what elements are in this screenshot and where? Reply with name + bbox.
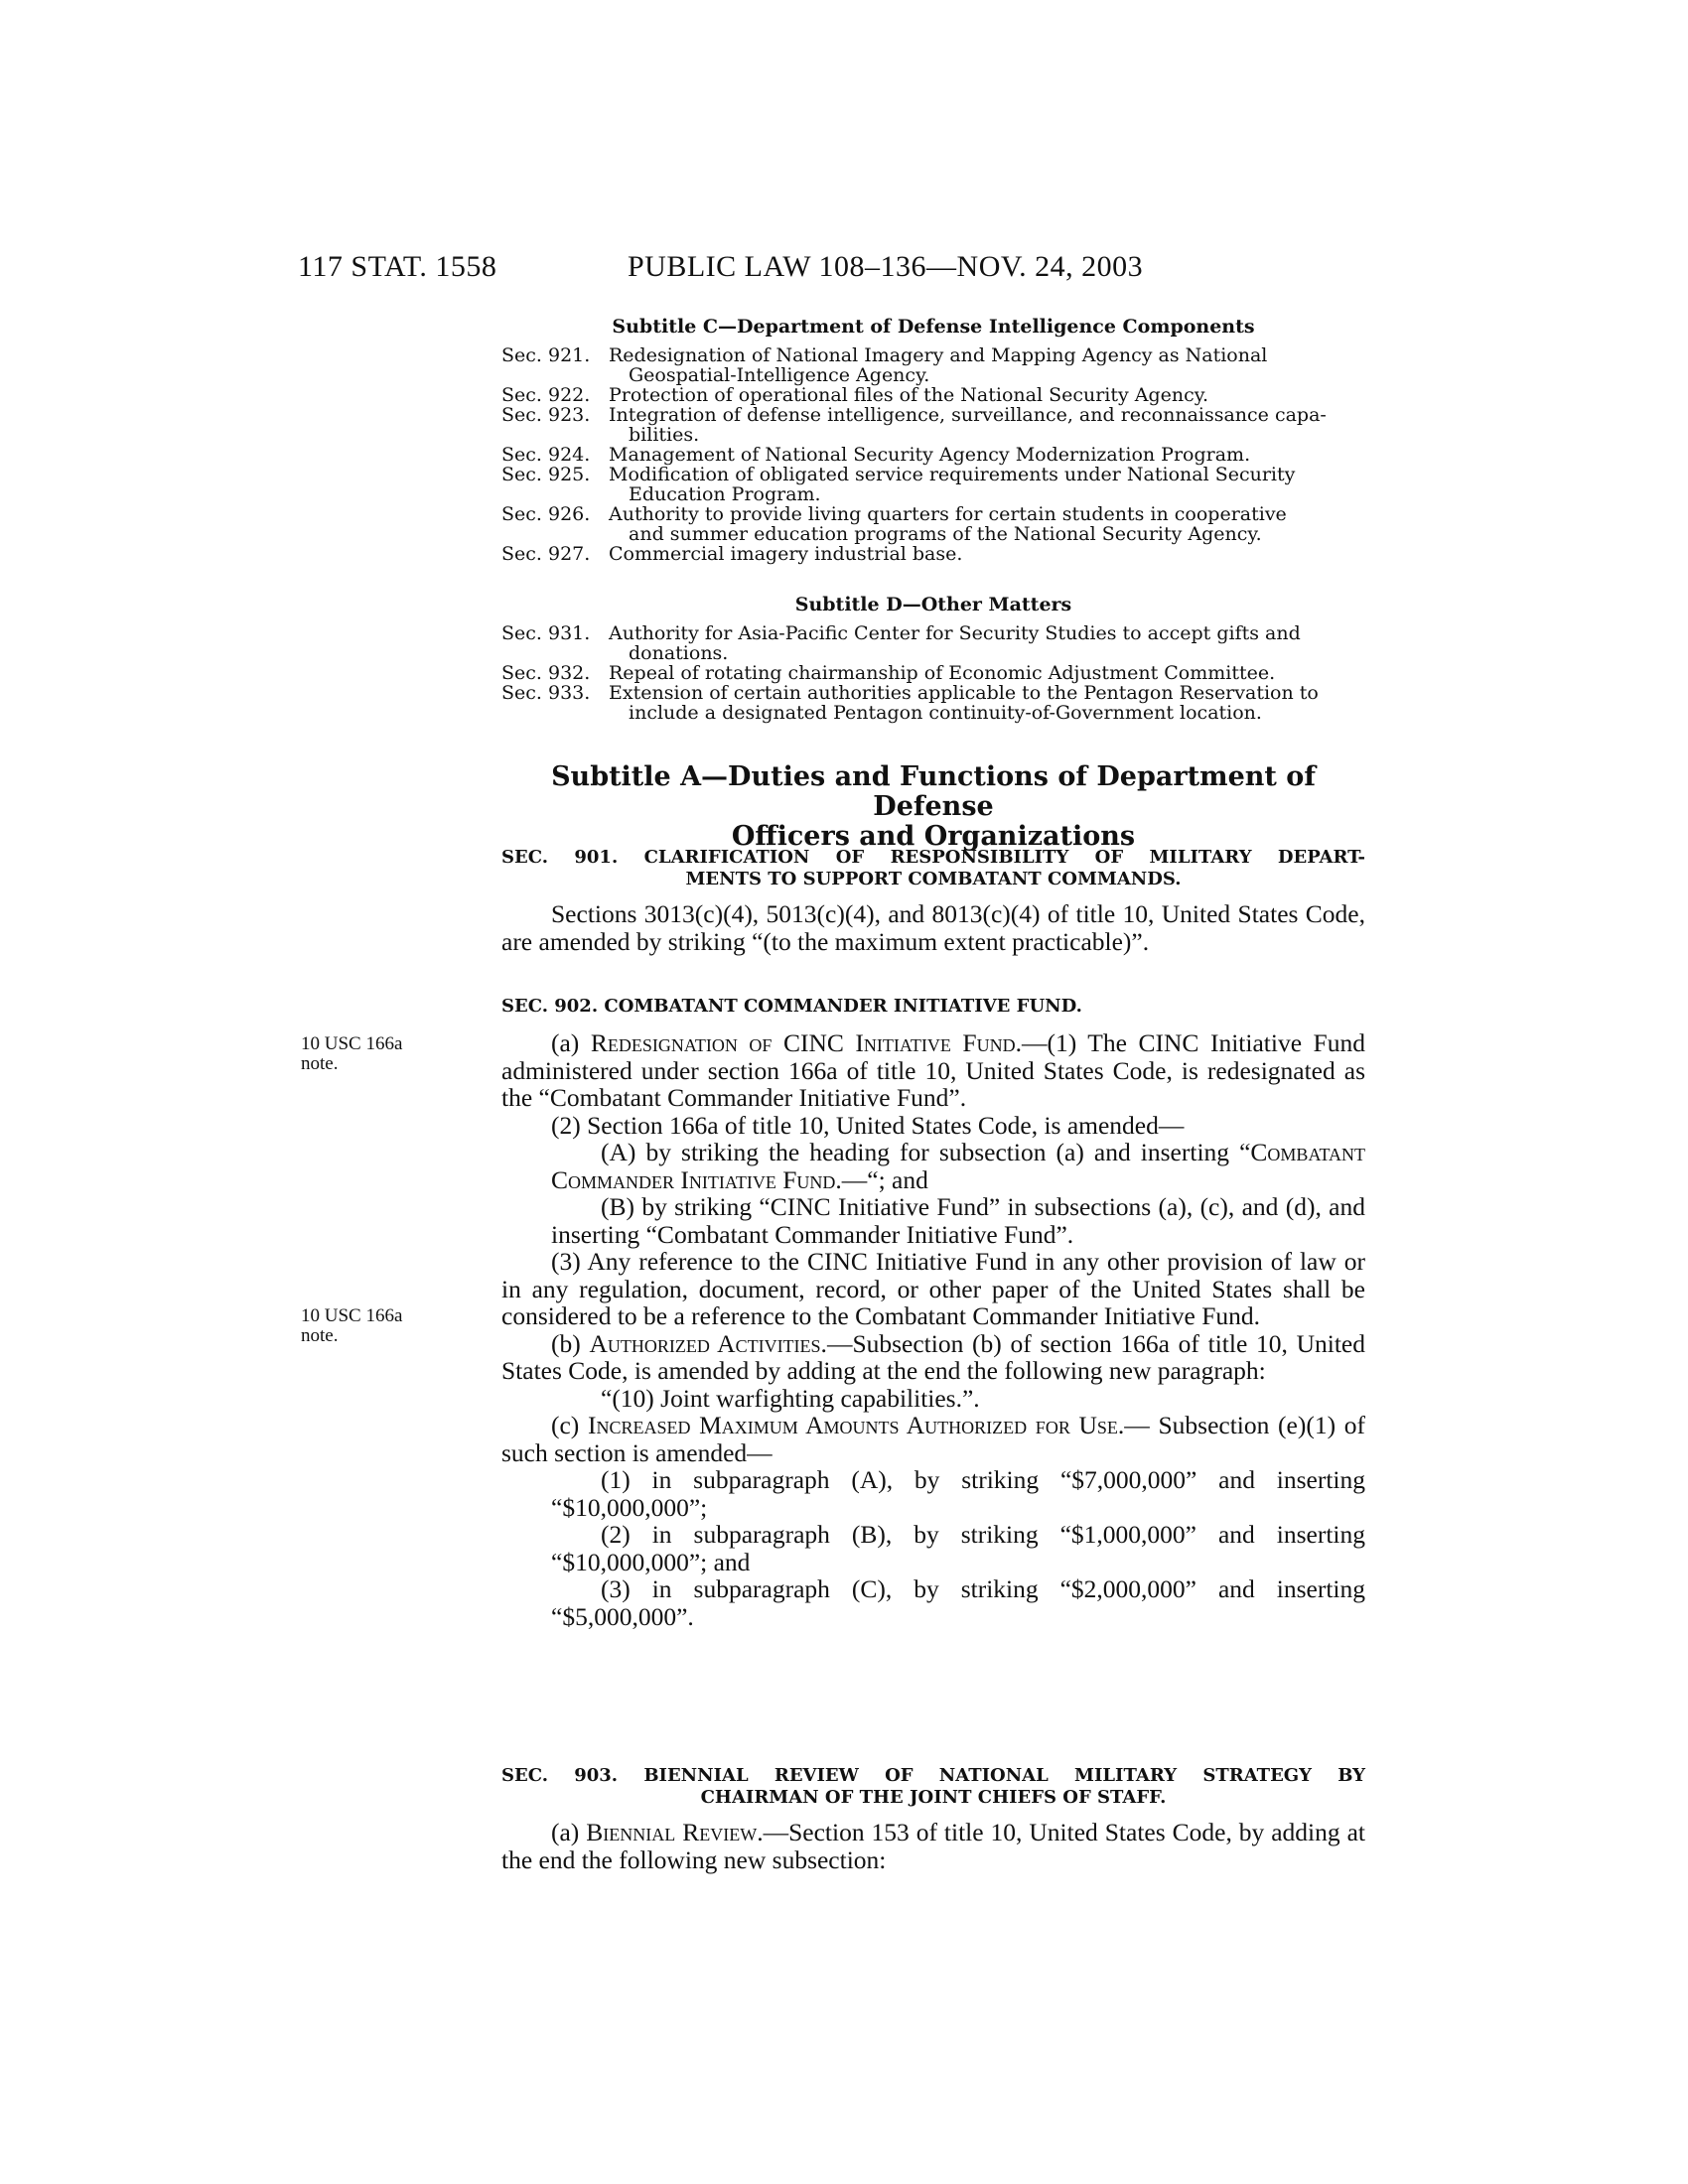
toc-entry-number: Sec. 921. — [501, 344, 591, 366]
section-902-para-a2: (2) Section 166a of title 10, United States Code, is amended— — [551, 1110, 1185, 1140]
section-902-subsection-c — [501, 1412, 1365, 1466]
section-902-quote: “(10) Joint warfighting capabilities.”. — [601, 1383, 980, 1413]
toc-entry-title: Authority to provide living quarters for certain students in cooperative — [609, 503, 1287, 525]
margin-note-suffix: note. — [301, 1325, 339, 1346]
toc-entry — [501, 405, 1365, 445]
subsection-c-open: (c) — [551, 1411, 588, 1439]
toc-subtitle-d-list — [501, 623, 1365, 723]
toc-entry-number: Sec. 925. — [501, 464, 591, 485]
toc-entry — [501, 385, 1365, 405]
section-heading-line-2: CHAIRMAN OF THE JOINT CHIEFS OF STAFF. — [700, 1787, 1167, 1808]
section-902-subsection-a — [501, 1029, 1365, 1112]
toc-entry-title: Repeal of rotating chairmanship of Economic Adjustment Committee. — [609, 662, 1276, 684]
page-header-title: PUBLIC LAW 108–136—NOV. 24, 2003 — [628, 250, 1144, 283]
section-902-heading: SEC. 902. COMBATANT COMMANDER INITIATIVE FUND. — [501, 996, 1082, 1017]
toc-entry-title: Management of National Security Agency Modernization Program. — [609, 444, 1251, 466]
page-header-stat: 117 STAT. 1558 — [298, 250, 497, 283]
section-902-para-c3: (3) in subparagraph (C), by striking “$2,000,000” and inserting “$5,000,000”. — [551, 1574, 1365, 1631]
subsection-a-open: (a) — [551, 1028, 591, 1057]
toc-entry-title: Extension of certain authorities applicable to the Pentagon Reservation to — [609, 682, 1319, 704]
section-901-heading — [501, 847, 1365, 890]
toc-entry-title: Authority for Asia-Pacific Center for Security Studies to accept gifts and — [609, 622, 1301, 644]
toc-entry-number: Sec. 922. — [501, 384, 591, 406]
toc-subtitle-d-heading: Subtitle D—Other Matters — [794, 594, 1072, 615]
toc-entry-continuation: Geospatial-Intelligence Agency. — [629, 364, 930, 386]
subsection-c-text: — Subsection (e)(1) of such section is amended— — [501, 1411, 1365, 1467]
section-heading-line-1: SEC. 901. CLARIFICATION OF RESPONSIBILITY OF MILITARY DEPART- — [501, 847, 1365, 868]
toc-subtitle-c-list — [501, 345, 1365, 564]
toc-entry-number: Sec. 932. — [501, 662, 591, 684]
toc-entry — [501, 663, 1365, 683]
section-903-heading — [501, 1765, 1365, 1809]
toc-entry-number: Sec. 926. — [501, 503, 591, 525]
toc-entry — [501, 623, 1365, 663]
margin-note-2 — [301, 1306, 402, 1346]
para-a2A-pre: (A) by striking the heading for subsection (a) and inserting “ — [601, 1138, 1251, 1166]
subtitle-a-line-1: Subtitle A—Duties and Functions of Department of Defense — [551, 761, 1316, 822]
toc-entry — [501, 345, 1365, 385]
toc-entry — [501, 544, 1365, 564]
toc-entry — [501, 683, 1365, 723]
margin-note-suffix: note. — [301, 1053, 339, 1074]
subtitle-a-heading — [501, 762, 1365, 852]
section-902-para-a2A — [501, 1139, 1365, 1193]
section-903-body — [501, 1819, 1365, 1873]
section-901-body — [501, 900, 1365, 955]
toc-entry-title: Commercial imagery industrial base. — [609, 543, 963, 565]
subtitle-a-line-2: Officers and Organizations — [731, 821, 1136, 852]
toc-entry-title: Protection of operational files of the National Security Agency. — [609, 384, 1209, 406]
section-902-subsection-b — [501, 1330, 1365, 1385]
section-902-para-c2: (2) in subparagraph (B), by striking “$1,000,000” and inserting “$10,000,000”; and — [551, 1520, 1365, 1576]
subsection-b-text: —Subsection (b) of section 166a of title 10, United States Code, is amended by adding at the end the following new paragraph: — [501, 1328, 1365, 1385]
subsection-b-open: (b) — [551, 1328, 590, 1358]
toc-entry-continuation: donations. — [629, 642, 729, 664]
margin-note-citation: 10 USC 166a — [301, 1305, 403, 1326]
section-heading-line-1: SEC. 903. BIENNIAL REVIEW OF NATIONAL MILITARY STRATEGY BY — [501, 1765, 1365, 1786]
toc-entry-continuation: Education Program. — [629, 483, 821, 505]
section-901-text: Sections 3013(c)(4), 5013(c)(4), and 8013(c)(4) of title 10, United States Code, are amended by striking “(to the maximum extent practicable)”. — [501, 899, 1365, 956]
toc-entry-continuation: and summer education programs of the National Security Agency. — [629, 523, 1262, 545]
toc-entry-number: Sec. 933. — [501, 682, 591, 704]
subsection-a-caption: Redesignation of CINC Initiative Fund. — [590, 1028, 1022, 1057]
subsection-a-text: —Section 153 of title 10, United States Code, by adding at the end the following new subsection: — [501, 1818, 1365, 1874]
toc-subtitle-c-heading: Subtitle C—Department of Defense Intelligence Components — [612, 316, 1255, 338]
margin-note-citation: 10 USC 166a — [301, 1033, 403, 1054]
subsection-c-caption: Increased Maximum Amounts Authorized for Use. — [587, 1411, 1125, 1439]
toc-entry-title: Modification of obligated service requirements under National Security — [609, 464, 1296, 485]
toc-entry — [501, 465, 1365, 504]
toc-entry-number: Sec. 923. — [501, 404, 591, 426]
subsection-a-open: (a) — [551, 1818, 587, 1846]
section-902-para-c1: (1) in subparagraph (A), by striking “$7,000,000” and inserting “$10,000,000”; — [551, 1465, 1365, 1522]
toc-entry-title: Redesignation of National Imagery and Mapping Agency as National — [609, 344, 1268, 366]
subsection-a-caption: Biennial Review. — [586, 1818, 764, 1846]
section-902-para-a3: (3) Any reference to the CINC Initiative Fund in any other provision of law or in any regulation, document, record, or other paper of the United States shall be considered to be a reference to the Combatant Commander Initiative Fund. — [501, 1247, 1365, 1330]
subsection-a-text: —(1) The CINC Initiative Fund administered under section 166a of title 10, United States Code, is redesignated as the “Combatant Commander Initiative Fund”. — [501, 1028, 1365, 1112]
toc-entry — [501, 445, 1365, 465]
section-903-subsection-a — [501, 1819, 1365, 1873]
toc-entry-number: Sec. 924. — [501, 444, 591, 466]
section-902-body — [501, 1029, 1365, 1630]
section-902-para-a2B: (B) by striking “CINC Initiative Fund” in subsections (a), (c), and (d), and inserting “Combatant Commander Initiative Fund”. — [551, 1192, 1365, 1249]
toc-entry-number: Sec. 931. — [501, 622, 591, 644]
para-a2A-smallcaps: Combatant Commander Initiative Fund. — [551, 1138, 1365, 1194]
para-a2A-post: —“; and — [841, 1164, 928, 1194]
margin-note-1 — [301, 1034, 402, 1074]
toc-entry — [501, 504, 1365, 544]
subsection-b-caption: Authorized Activities. — [589, 1328, 827, 1358]
toc-entry-number: Sec. 927. — [501, 543, 591, 565]
toc-entry-continuation: bilities. — [629, 424, 700, 446]
toc-entry-continuation: include a designated Pentagon continuity-of-Government location. — [629, 702, 1262, 724]
toc-entry-title: Integration of defense intelligence, surveillance, and reconnaissance capa- — [609, 404, 1327, 426]
section-heading-line-2: MENTS TO SUPPORT COMBATANT COMMANDS. — [685, 869, 1182, 889]
